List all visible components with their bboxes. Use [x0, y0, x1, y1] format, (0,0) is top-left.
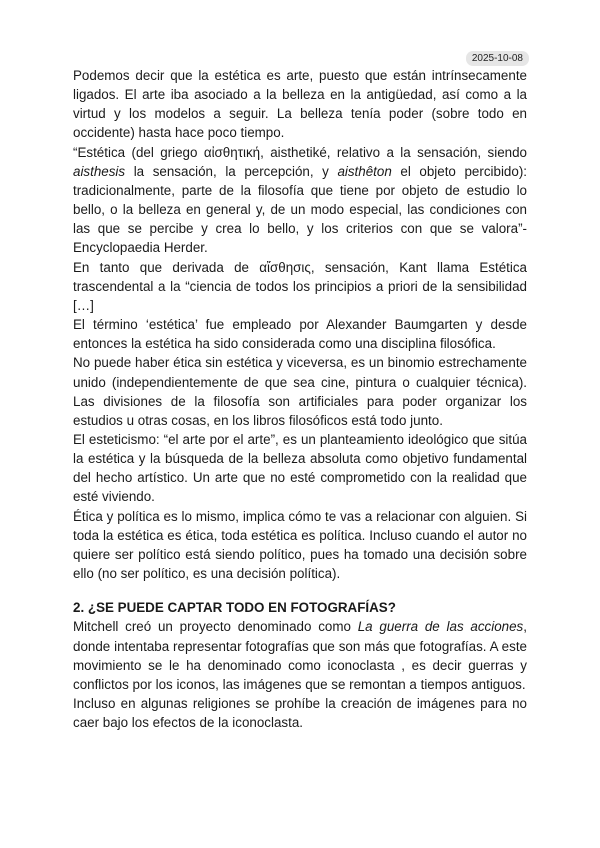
- section-2-heading: 2. ¿SE PUEDE CAPTAR TODO EN FOTOGRAFÍAS?: [73, 600, 396, 616]
- document-body: [73, 66, 527, 732]
- term-aisthesis: aisthesis: [73, 163, 126, 179]
- definition-text-1: “Estética (del griego αἰσθητική, aisthetiké, relativo a la sensación, siendo: [73, 144, 527, 160]
- definition-text-2: la sensación, la percepción, y: [125, 163, 338, 179]
- paragraph-estetica-arte: Podemos decir que la estética es arte, puesto que están intrínsecamente ligados. El arte iba asociado a la belleza en la antigüedad, así como a la virtud y los modelos a seguir. La belleza tenía poder (sobre todo en occidente) hasta hace poco tiempo.: [73, 68, 527, 141]
- paragraph-etica-estetica: No puede haber ética sin estética y viceversa, es un binomio estrechamente unido (independientemente de que sea cine, pintura o cualquier técnica). Las divisiones de la filosofía son artificiales para poder organizar los estudios u otras cosas, en los libros filosóficos está todo junto.: [73, 355, 527, 428]
- paragraph-kant: En tanto que derivada de αἴσθησις, sensación, Kant llama Estética trascendental a la “ciencia de todos los principios a priori de la sensibilidad […]: [73, 259, 527, 313]
- paragraph-religiones: Incluso en algunas religiones se prohíbe la creación de imágenes para no caer bajo los efectos de la iconoclasta.: [73, 696, 527, 731]
- paragraph-definicion-estetica: [73, 143, 527, 258]
- paragraph-baumgarten: El término ‘estética’ fue empleado por Alexander Baumgarten y desde entonces la estética ha sido considerada como una disciplina filosófica.: [73, 317, 527, 352]
- paragraph-etica-politica: Ética y política es lo mismo, implica cómo te vas a relacionar con alguien. Si toda la estética es ética, toda estética es política. Incluso cuando el autor no quiere ser político está siendo político, pues ha tomado una decisión sobre ello (no ser político, es una decisión política).: [73, 508, 527, 582]
- definition-text-3: el objeto percibido): tradicionalmente, parte de la filosofía que tiene por objeto de estudio lo bello, o la belleza en general y, de un modo especial, las condiciones con las que se percibe y crea lo bello, y los criterios con que se valora”- Encyclopaedia Herder.: [73, 163, 527, 256]
- date-badge: 2025-10-08: [466, 51, 529, 66]
- term-aistheton: aisthêton: [337, 163, 392, 179]
- paragraph-esteticismo: El esteticismo: “el arte por el arte”, es un planteamiento ideológico que sitúa la estética y la búsqueda de la belleza absoluta como objetivo fundamental del hecho artístico. Un arte que no esté comprometido con la realidad que esté viviendo.: [73, 431, 527, 505]
- project-title: La guerra de las acciones: [357, 619, 524, 635]
- paragraph-mitchell: [73, 617, 527, 694]
- mitchell-text-1: Mitchell creó un proyecto denominado como: [73, 619, 358, 635]
- mitchell-text-2: , donde intentaba representar fotografías que son más que fotografías. A este movimiento se le ha denominado como iconoclasta , es decir guerras y conflictos por los iconos, las imágenes que se remontan a tiempos antiguos.: [73, 619, 527, 692]
